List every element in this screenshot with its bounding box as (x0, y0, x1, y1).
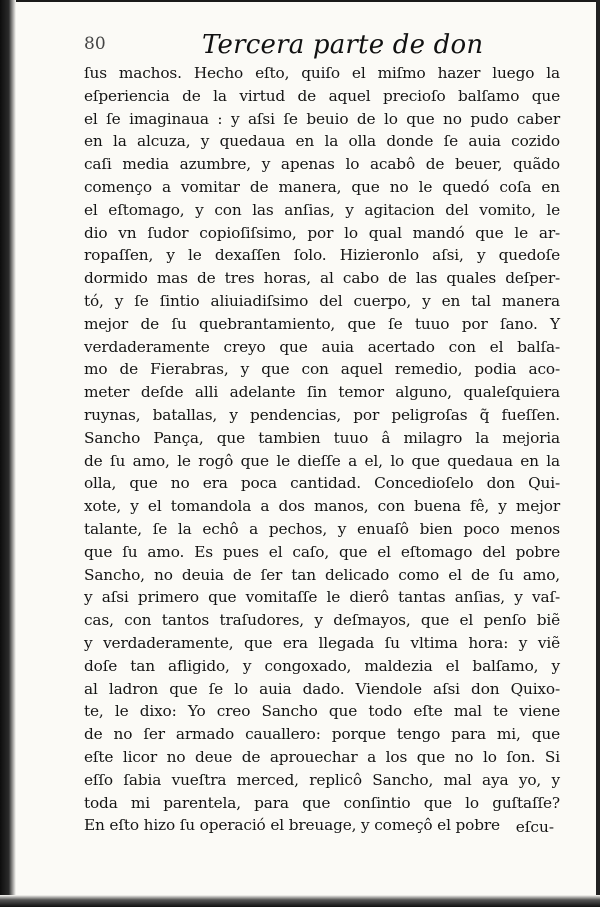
page-binding-shadow (0, 0, 16, 907)
text-line: talante, ſe la echô a pechos, y enuaſô bien poco menos (84, 519, 560, 538)
text-line: y verdaderamente, que era llegada ſu vltima hora: y viẽ (84, 633, 560, 652)
text-line: eſte licor no deue de aprouechar a los que no lo ſon. Si (84, 747, 560, 766)
text-line: te, le dixo: Yo creo Sancho que todo eſte mal te viene (84, 702, 560, 721)
text-line: ropaſſen, y le dexaſſen ſolo. Hizieronlo aſsi, y quedoſe (84, 246, 560, 265)
page-number: 80 (84, 34, 106, 54)
text-line: el ſe imaginaua : y aſsi ſe beuio de lo que no pudo caber (84, 109, 560, 128)
text-line: al ladron que ſe lo auia dado. Viendole aſsi don Quixo- (84, 679, 560, 698)
text-line: Sancho Pança, que tambien tuuo â milagro la mejoria (84, 428, 560, 447)
catchword: eſcu- (515, 818, 554, 836)
text-line: toda mi parentela, para que conſintio que lo guſtaſſe? (84, 793, 560, 812)
text-line: ruynas, batallas, y pendencias, por peligroſas q̃ fueſſen. (84, 405, 560, 424)
text-line: Sancho, no deuia de ſer tan delicado como el de ſu amo, (84, 565, 560, 584)
text-line: eſperiencia de la virtud de aquel precioſo balſamo que (84, 86, 560, 105)
text-line: olla, que no era poca cantidad. Concedioſelo don Qui- (84, 474, 560, 493)
text-line: xote, y el tomandola a dos manos, con buena fê, y mejor (84, 497, 560, 516)
text-line: de ſu amo, le rogô que le dieſſe a el, lo que quedaua en la (84, 451, 560, 470)
text-line: mejor de ſu quebrantamiento, que ſe tuuo por ſano. Y (84, 314, 560, 333)
text-line: cas, con tantos traſudores, y deſmayos, que el penſo biẽ (84, 611, 560, 630)
text-line: En eſto hizo ſu operació el breuage, y começô el pobre (84, 816, 500, 835)
text-line: mo de Fierabras, y que con aquel remedio, podia aco- (84, 360, 560, 379)
text-line: meter deſde alli adelante ſin temor alguno, qualeſquiera (84, 383, 560, 402)
text-line: tó, y ſe ſintio aliuiadiſsimo del cuerpo, y en tal manera (84, 291, 560, 310)
text-line: dormido mas de tres horas, al cabo de las quales deſper- (84, 269, 560, 288)
body-text (84, 62, 560, 837)
text-line: dio vn ſudor copioſiſsimo, por lo qual mandó que le ar- (84, 223, 560, 242)
text-line: caſi media azumbre, y apenas lo acabô de beuer, quãdo (84, 155, 560, 174)
text-line: doſe tan afligido, y congoxado, maldezia el balſamo, y (84, 656, 560, 675)
text-line: el eſtomago, y con las anſias, y agitacion del vomito, le (84, 200, 560, 219)
text-line: que ſu amo. Es pues el caſo, que el eſtomago del pobre (84, 542, 560, 561)
running-head: Tercera parte de don (202, 30, 484, 60)
page-right-edge (596, 0, 600, 907)
text-line: començo a vomitar de manera, que no le quedó coſa en (84, 177, 560, 196)
text-line: ſus machos. Hecho eſto, quiſo el miſmo hazer luego la (84, 64, 560, 82)
text-line: verdaderamente creyo que auia acertado con el balſa- (84, 337, 560, 356)
text-line: y aſsi primero que vomitaſſe le dierô tantas anſias, y vaſ- (84, 588, 560, 607)
page-bottom-shadow (0, 895, 600, 907)
text-line: de no ſer armado cauallero: porque tengo para mi, que (84, 725, 560, 744)
text-line: en la alcuza, y quedaua en la olla donde ſe auia cozido (84, 132, 560, 151)
text-line: eſſo ſabia vueſtra merced, replicô Sancho, mal aya yo, y (84, 770, 560, 789)
